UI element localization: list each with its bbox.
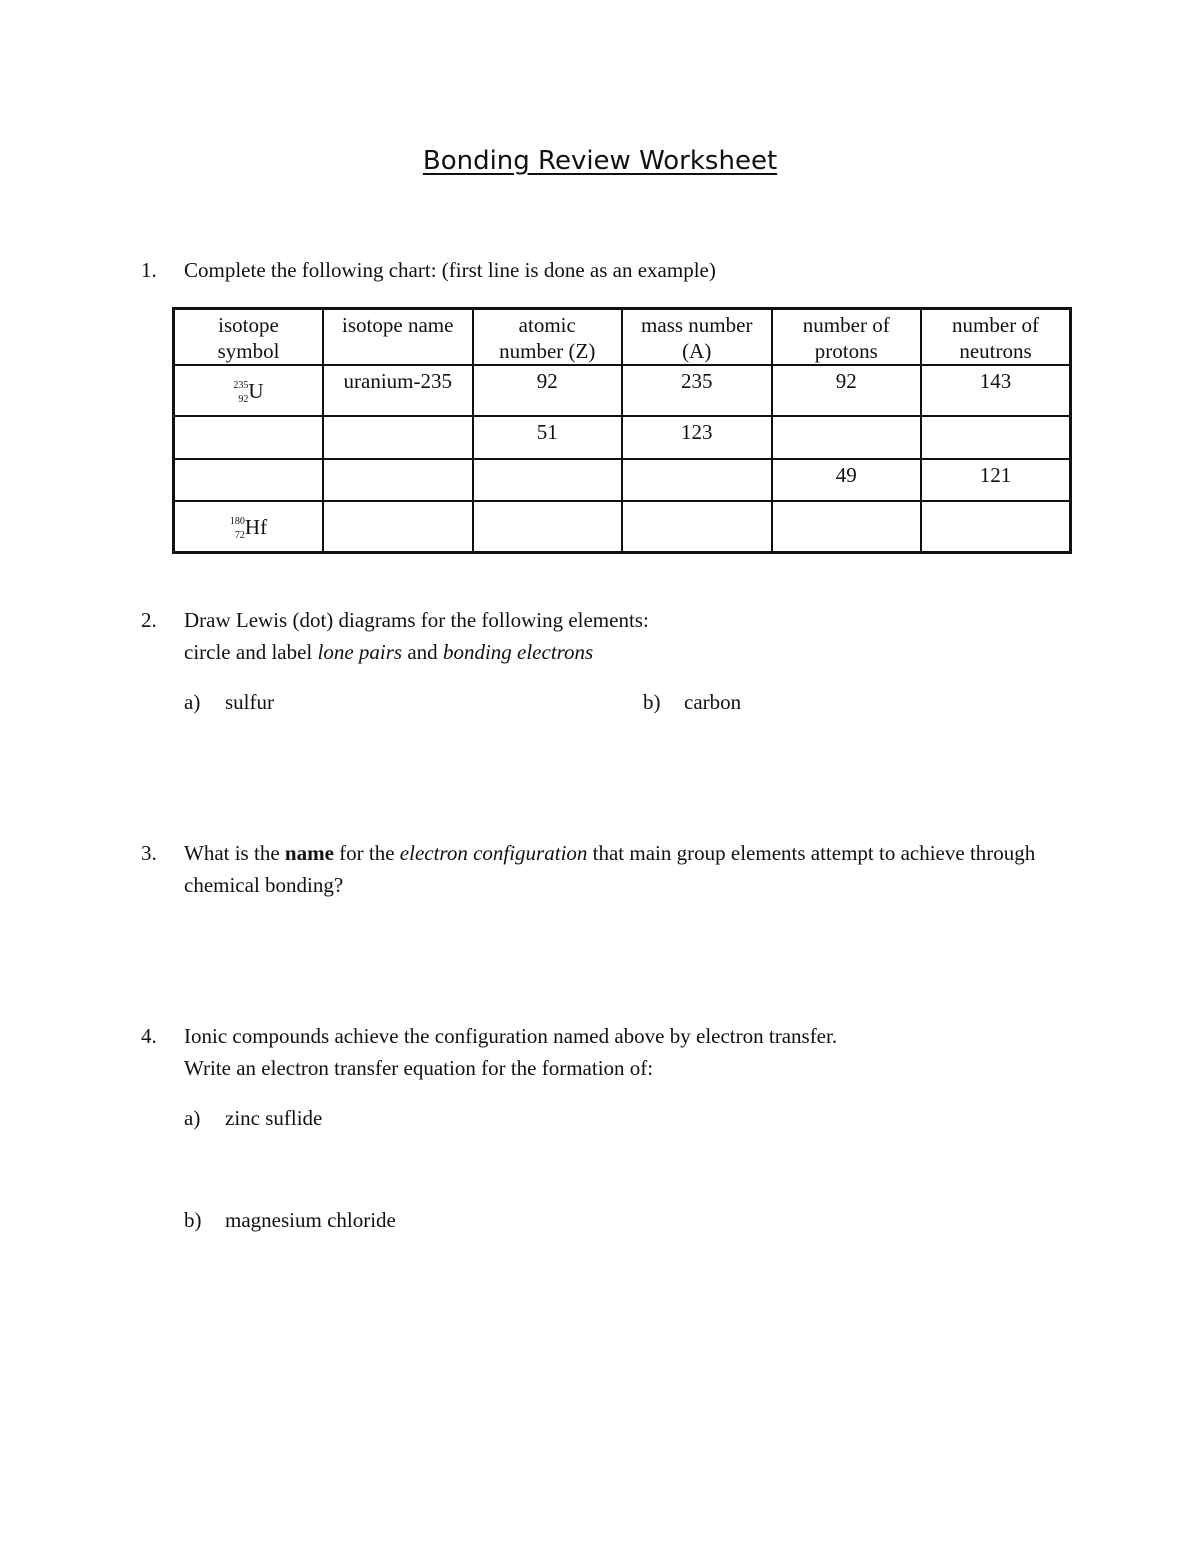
table-row <box>174 459 1071 501</box>
part-b-magnesium-chloride: b) magnesium chloride <box>184 1208 396 1232</box>
atomic-number-cell[interactable] <box>473 459 623 501</box>
atomic-number-cell[interactable]: 51 <box>473 416 623 459</box>
table-row <box>174 501 1071 552</box>
neutrons-cell[interactable]: 143 <box>921 365 1071 416</box>
question-number: 1. <box>141 258 157 282</box>
header-mass-number: mass number (A) <box>622 309 772 366</box>
isotope-chart <box>172 307 1072 554</box>
mass-number-cell[interactable] <box>622 501 772 552</box>
header-protons: number of protons <box>772 309 922 366</box>
question-text: What is the name for the electron configuration that main group elements attempt to achieve through chemical bonding? <box>184 841 1036 897</box>
part-a-zinc-sulfide: a) zinc suflide <box>184 1106 323 1130</box>
atomic-number-cell[interactable]: 92 <box>473 365 623 416</box>
protons-cell[interactable]: 92 <box>772 365 922 416</box>
question-number: 2. <box>141 608 157 632</box>
question-text: Complete the following chart: (first line is done as an example) <box>184 258 716 282</box>
header-isotope-name: isotope name <box>323 309 473 366</box>
isotope-notation: 235 92 U <box>233 379 264 405</box>
part-b-carbon: b) carbon <box>643 690 742 714</box>
isotope-name-cell[interactable] <box>323 501 473 552</box>
question-text: Draw Lewis (dot) diagrams for the following elements: <box>184 608 649 632</box>
header-neutrons: number of neutrons <box>921 309 1071 366</box>
table-row <box>174 365 1071 416</box>
isotope-name-cell[interactable] <box>323 416 473 459</box>
header-isotope-symbol: isotope symbol <box>174 309 324 366</box>
isotope-symbol-cell[interactable] <box>174 416 324 459</box>
protons-cell[interactable] <box>772 416 922 459</box>
isotope-symbol-cell <box>174 501 324 552</box>
protons-cell[interactable] <box>772 501 922 552</box>
isotope-notation: 180 72 Hf <box>229 515 268 541</box>
header-atomic-number: atomic number (Z) <box>473 309 623 366</box>
atomic-number-cell[interactable] <box>473 501 623 552</box>
mass-number-cell[interactable]: 235 <box>622 365 772 416</box>
isotope-name-cell[interactable]: uranium-235 <box>323 365 473 416</box>
isotope-symbol-cell[interactable] <box>174 459 324 501</box>
isotope-name-cell[interactable] <box>323 459 473 501</box>
question-number: 3. <box>141 841 157 865</box>
protons-cell[interactable]: 49 <box>772 459 922 501</box>
neutrons-cell[interactable] <box>921 501 1071 552</box>
table-row <box>174 416 1071 459</box>
mass-number-cell[interactable] <box>622 459 772 501</box>
worksheet-title: Bonding Review Worksheet <box>422 146 778 176</box>
question-instructions: Write an electron transfer equation for the formation of: <box>184 1056 654 1080</box>
question-instructions: circle and label lone pairs and bonding electrons <box>184 640 594 664</box>
chart-header-row <box>174 309 1071 366</box>
part-a-sulfur: a) sulfur <box>184 690 274 714</box>
mass-number-cell[interactable]: 123 <box>622 416 772 459</box>
neutrons-cell[interactable]: 121 <box>921 459 1071 501</box>
question-text: Ionic compounds achieve the configuration named above by electron transfer. <box>184 1024 838 1048</box>
neutrons-cell[interactable] <box>921 416 1071 459</box>
question-number: 4. <box>141 1024 157 1048</box>
isotope-symbol-cell <box>174 365 324 416</box>
